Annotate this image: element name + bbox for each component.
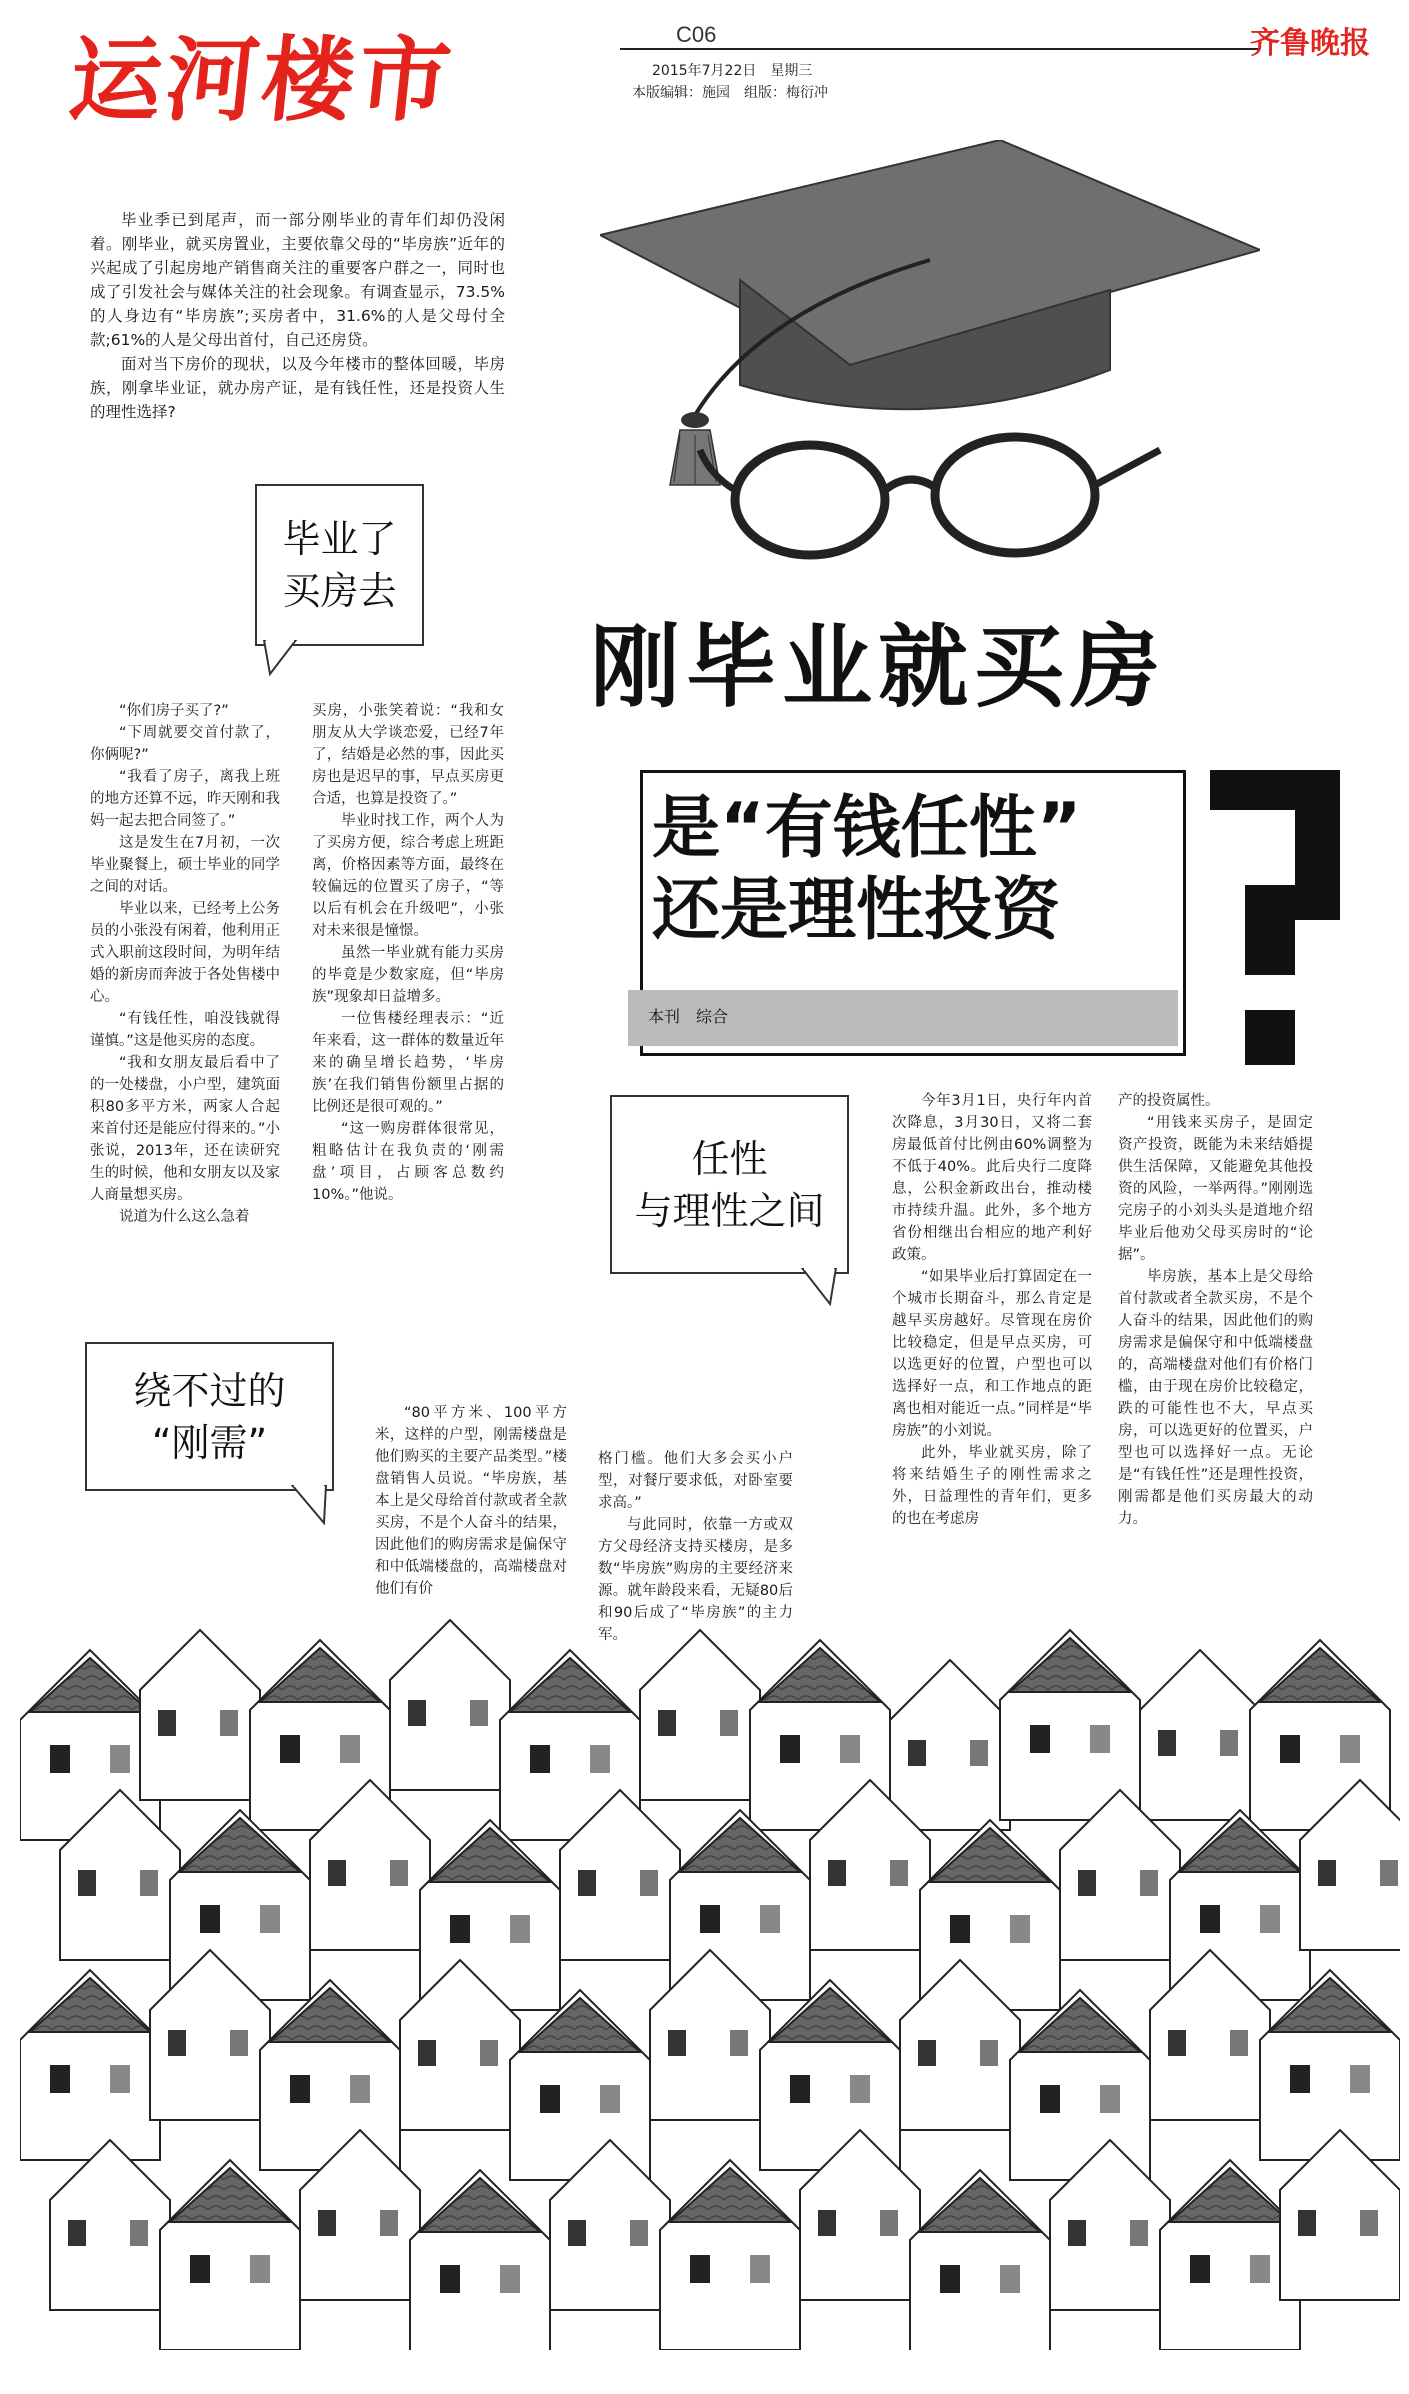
bubble-line: “刚需”: [151, 1420, 268, 1465]
bubble-line: 任性: [691, 1136, 768, 1181]
bubble-tail: [262, 640, 302, 676]
paragraph: 一位售楼经理表示：“近年来看，这一群体的数量近年来的确呈增长趋势，‘毕房族’在我们销售份额里占据的比例还是很可观的。”: [312, 1011, 504, 1115]
paragraph: “用钱来买房子，是固定资产投资，既能为未来结婚提供生活保障，又能避免其他投资的风险，一举两得。”刚刚选完房子的小刘头头是道地介绍毕业后他劝父母买房时的“论据”。: [1118, 1115, 1313, 1263]
paragraph: 这是发生在7月初，一次毕业聚餐上，硕士毕业的同学之间的对话。: [90, 835, 280, 895]
paragraph: 格门槛。他们大多会买小户型，对餐厅要求低，对卧室要求高。”: [598, 1451, 793, 1511]
section1-col1: [90, 700, 280, 1228]
editor-credits: 本版编辑：施园 组版：梅衍冲: [632, 85, 828, 101]
intro-paragraph: 毕业季已到尾声，而一部分刚毕业的青年们却仍没闲着。刚毕业，就买房置业，主要依靠父母的“毕房族”近年的兴起成了引起房地产销售商关注的重要客户群之一，同时也成了引发社会与媒体关注的社会现象。有调查显示，73.5%的人身边有“毕房族”;买房者中，31.6%的人是父母付全款;61%的人是父母出首付，自己还房贷。: [90, 211, 505, 349]
subheadline-line1: 是“有钱任性”: [652, 789, 1082, 868]
paragraph: “这一购房群体很常见，粗略估计在我负责的‘刚需盘’项目，占顾客总数约10%。”他说。: [312, 1121, 504, 1203]
houses-illustration: [20, 1610, 1400, 2394]
section-title: 运河楼市: [64, 27, 460, 134]
newspaper-logo: 齐鲁晚报: [1250, 26, 1370, 61]
headline-main: 刚毕业就买房: [590, 615, 1166, 720]
bubble-line: 买房去: [282, 569, 397, 613]
bubble-necessity: [85, 1342, 334, 1491]
question-mark-icon: [1200, 760, 1350, 1080]
issue-date: 2015年7月22日 星期三: [652, 63, 813, 79]
bubble-tail: [800, 1268, 840, 1308]
paragraph: 此外，毕业就买房，除了将来结婚生子的刚性需求之外，日益理性的青年们，更多的也在考虑房: [892, 1445, 1092, 1527]
graduation-cap-illustration: [600, 140, 1260, 610]
bubble-line: 毕业了: [282, 517, 397, 561]
paragraph: 毕房族，基本上是父母给首付款或者全款买房，不是个人奋斗的结果，因此他们的购房需求是偏保守和中低端楼盘的，高端楼盘对他们有价格门槛，由于现在房价比较稳定，跌的可能性也不大，早点买房，可以选更好的位置买，户型也可以选择好一点。无论是“有钱任性”还是理性投资，刚需都是他们买房最大的动力。: [1118, 1269, 1313, 1527]
bubble-willful: [610, 1095, 849, 1274]
paragraph: 说道为什么这么急着: [119, 1209, 250, 1225]
paragraph: “下周就要交首付款了，你俩呢?”: [90, 725, 280, 763]
subheadline-line2: 还是理性投资: [652, 871, 1061, 950]
bubble-line: 与理性之间: [634, 1188, 825, 1233]
bubble-line: 绕不过的: [133, 1368, 286, 1413]
paragraph: “我看了房子，离我上班的地方还算不远，昨天刚和我妈一起去把合同签了。”: [90, 769, 280, 829]
header-rule: [620, 48, 1260, 50]
paragraph: “如果毕业后打算固定在一个城市长期奋斗，那么肯定是越早买房越好。尽管现在房价比较稳定，但是早点买房，可以选更好的位置，户型也可以选择好一点，和工作地点的距离也相对能近一点。”同样是“毕房族”的小刘说。: [892, 1269, 1092, 1439]
section1-col2: [312, 700, 504, 1206]
intro-paragraph: 面对当下房价的现状，以及今年楼市的整体回暖，毕房族，刚拿毕业证，就办房产证，是有钱任性，还是投资人生的理性选择?: [90, 355, 505, 421]
bubble-graduated: [255, 484, 424, 646]
paragraph: 产的投资属性。: [1118, 1093, 1220, 1109]
paragraph: “80平方米、100平方米，这样的户型，刚需楼盘是他们购买的主要产品类型。”楼盘销售人员说。“毕房族，基本上是父母给首付款或者全款买房，不是个人奋斗的结果，因此他们的购房需求是偏保守和中低端楼盘的，高端楼盘对他们有价: [375, 1405, 567, 1597]
intro-text: [90, 208, 505, 424]
paragraph: “我和女朋友最后看中了的一处楼盘，小户型，建筑面积80多平方米，两家人合起来首付还是能应付得来的。”小张说，2013年，还在读研究生的时候，他和女朋友以及家人商量想买房。: [90, 1055, 280, 1203]
section3-col1: [375, 1402, 567, 1600]
paragraph: 毕业以来，已经考上公务员的小张没有闲着，他利用正式入职前这段时间，为明年结婚的新房而奔波于各处售楼中心。: [90, 901, 280, 1005]
bubble-tail: [290, 1485, 330, 1525]
section2-col2: [1118, 1090, 1313, 1530]
paragraph: 买房，小张笑着说：“我和女朋友从大学谈恋爱，已经7年了，结婚是必然的事，因此买房也是迟早的事，早点买房更合适，也算是投资了。”: [312, 703, 504, 807]
paragraph: “你们房子买了?”: [119, 703, 229, 719]
paragraph: 与此同时，依靠一方或双方父母经济支持买楼房，是多数“毕房族”购房的主要经济来源。就年龄段来看，无疑80后和90后成了“毕房族”的主力军。: [598, 1517, 793, 1643]
byline: 本刊 综合: [648, 1007, 729, 1026]
paragraph: 毕业时找工作，两个人为了买房方便，综合考虑上班距离，价格因素等方面，最终在较偏远的位置买了房子，“等以后有机会在升级吧”，小张对未来很是憧憬。: [312, 813, 504, 939]
paragraph: 今年3月1日，央行年内首次降息，3月30日，又将二套房最低首付比例由60%调整为不低于40%。此后央行二度降息，公积金新政出台，推动楼市持续升温。此外，多个地方省份相继出台相应的地产利好政策。: [892, 1093, 1092, 1263]
section2-col1: [892, 1090, 1092, 1530]
page-number: C06: [676, 22, 717, 47]
paragraph: “有钱任性，咱没钱就得谨慎。”这是他买房的态度。: [90, 1011, 280, 1049]
paragraph: 虽然一毕业就有能力买房的毕竟是少数家庭，但“毕房族”现象却日益增多。: [312, 945, 504, 1005]
